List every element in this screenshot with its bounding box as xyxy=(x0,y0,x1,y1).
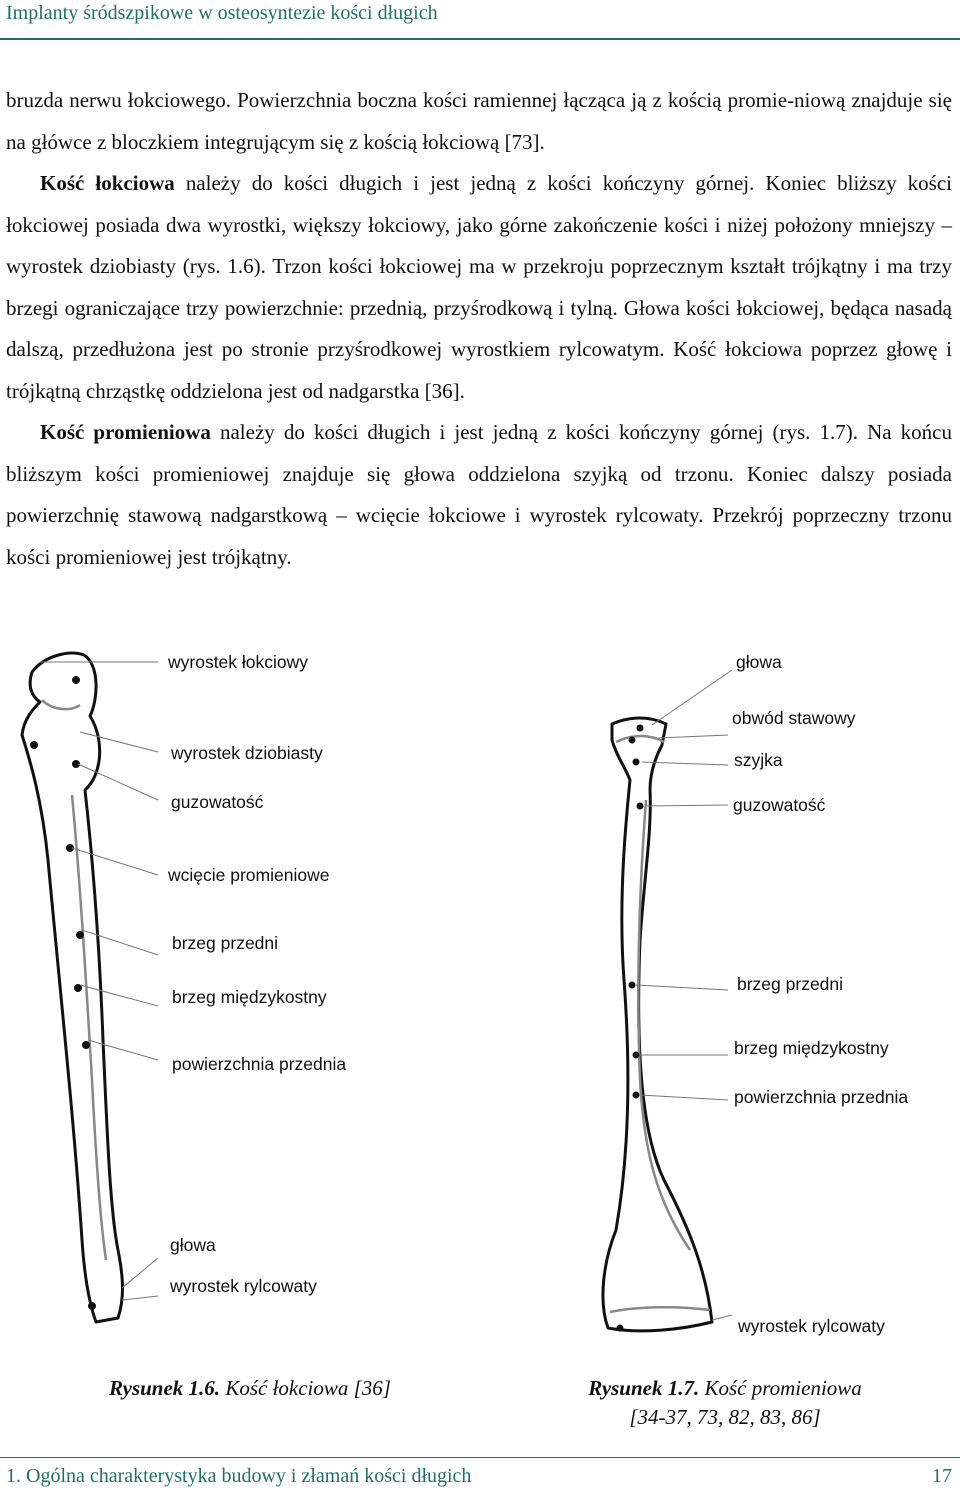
label-radius-anterior-border: brzeg przedni xyxy=(737,974,844,994)
term-ulna: Kość łokciowa xyxy=(40,171,175,195)
caption-text: Kość promieniowa xyxy=(699,1376,862,1400)
caption-label: Rysunek 1.6. xyxy=(109,1376,221,1400)
running-header: Implanty śródszpikowe w osteosyntezie kości długich xyxy=(6,2,438,24)
label-coronoid: wyrostek dziobiasty xyxy=(171,743,323,763)
label-articular-circumference: obwód stawowy xyxy=(732,708,856,728)
caption-references: [34-37, 73, 82, 83, 86] xyxy=(629,1405,821,1429)
caption-figure-1-7 xyxy=(540,1374,910,1432)
ulna-inner-lines xyxy=(42,700,106,1260)
term-radius: Kość promieniowa xyxy=(40,420,211,444)
label-radius-interosseous-border: brzeg międzykostny xyxy=(734,1038,889,1058)
label-radius-anterior-surface: powierzchnia przednia xyxy=(734,1087,909,1107)
label-ulna-anterior-surface: powierzchnia przednia xyxy=(172,1054,347,1074)
label-radius-head: głowa xyxy=(736,652,782,672)
footer-rule xyxy=(0,1457,960,1458)
radius-labels xyxy=(732,652,908,1336)
label-olecranon: wyrostek łokciowy xyxy=(168,652,309,672)
radius-outline xyxy=(603,718,712,1331)
radius-drawing xyxy=(603,718,712,1331)
label-radius-tuberosity: guzowatość xyxy=(733,795,826,815)
caption-text: Kość łokciowa [36] xyxy=(220,1376,391,1400)
radius-head-line xyxy=(616,736,664,742)
ulna-labels xyxy=(167,652,346,1296)
ulna-outline xyxy=(22,653,123,1322)
caption-label: Rysunek 1.7. xyxy=(588,1376,700,1400)
label-radius-styloid: wyrostek rylcowaty xyxy=(738,1316,885,1336)
footer-chapter: 1. Ogólna charakterystyka budowy i złamań kości długich xyxy=(6,1465,472,1487)
ulna-notch-line xyxy=(42,700,80,709)
label-radius-neck: szyjka xyxy=(734,750,783,770)
label-ulna-anterior-border: brzeg przedni xyxy=(172,933,279,953)
label-ulna-interosseous-border: brzeg międzykostny xyxy=(172,987,327,1007)
paragraph-2-text: należy do kości długich i jest jedną z kości kończyny górnej. Koniec bliższy kości łokciowej posiada dwa wyrostki, większy łokciowy, jako górne zakończenie kości i niżej położony mniejszy – wyrostek dziobiasty (rys. 1.6). Trzon kości łokciowej ma w przekroju poprzecznym kształt trójkątny i ma trzy brzegi ograniczające trzy powierzchnie: przednią, przyśrodkową i tylną. Głowa kości łokciowej, będąca nasadą dalszą, przedłużona jest po stronie przyśrodkowej wyrostkiem rylcowatym. Kość łokciowa poprzez głowę i trójkątną chrząstkę oddzielona jest od nadgarstka [36]. xyxy=(6,171,952,403)
paragraph-1: bruzda nerwu łokciowego. Powierzchnia boczna kości ramiennej łącząca ją z kością promie-niową znajduje się na główce z bloczkiem integrującym się z kością łokciową [73]. xyxy=(6,88,952,154)
label-ulna-styloid: wyrostek rylcowaty xyxy=(170,1276,317,1296)
label-radial-notch: wcięcie promieniowe xyxy=(168,865,330,885)
ulna-drawing xyxy=(22,653,123,1322)
label-ulna-tuberosity: guzowatość xyxy=(171,792,264,812)
label-ulna-head: głowa xyxy=(170,1235,216,1255)
page-number: 17 xyxy=(932,1465,952,1487)
caption-figure-1-6 xyxy=(60,1374,440,1403)
paragraph-3-text: należy do kości długich i jest jedną z kości kończyny górnej (rys. 1.7). Na końcu bliższym kości promieniowej znajduje się głowa oddzielona szyjką od trzonu. Koniec dalszy posiada powierzchnię stawową nadgarstkową – wcięcie łokciowe i wyrostek rylcowaty. Przekrój poprzeczny trzonu kości promieniowej jest trójkątny. xyxy=(6,420,953,569)
radius-distal-line xyxy=(610,1307,710,1312)
